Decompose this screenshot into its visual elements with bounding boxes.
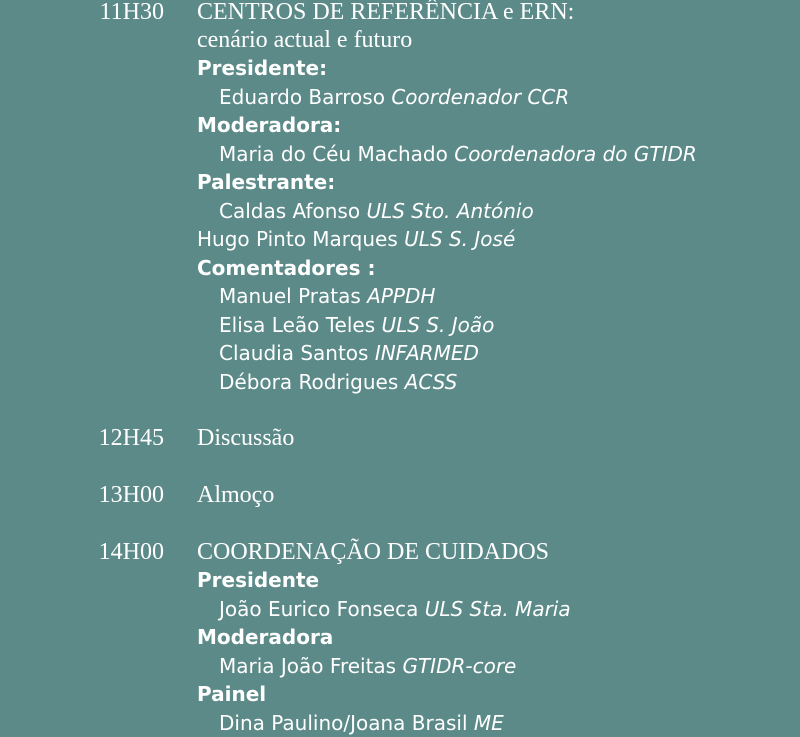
session-title: Almoço — [197, 481, 797, 509]
role-presidente: Presidente — [197, 566, 797, 595]
session-title: Discussão — [197, 424, 797, 452]
person-name: João Eurico Fonseca — [219, 597, 418, 621]
person-entry — [197, 709, 797, 737]
session-content — [197, 0, 797, 396]
role-painel: Painel — [197, 680, 797, 709]
person-institution: INFARMED — [375, 341, 479, 365]
person-entry — [197, 225, 797, 254]
person-institution: ULS S. João — [382, 313, 495, 337]
role-presidente: Presidente: — [197, 54, 797, 83]
person-entry — [197, 282, 797, 311]
person-name: Manuel Pratas — [219, 284, 361, 308]
person-entry — [197, 339, 797, 368]
role-comentadores: Comentadores : — [197, 254, 797, 283]
session-time: 11H30 — [90, 0, 164, 26]
person-entry — [197, 197, 797, 226]
person-entry — [197, 652, 797, 681]
person-name: Maria do Céu Machado — [219, 142, 448, 166]
person-entry — [197, 595, 797, 624]
session-time: 12H45 — [90, 424, 164, 452]
person-entry — [197, 140, 797, 169]
person-institution: ULS Sta. Maria — [425, 597, 571, 621]
person-entry — [197, 83, 797, 112]
person-institution: ACSS — [405, 370, 458, 394]
session-title: COORDENAÇÃO DE CUIDADOS — [197, 538, 797, 566]
session-content — [197, 538, 797, 737]
person-institution: Coordenadora do GTIDR — [454, 142, 697, 166]
person-name: Maria João Freitas — [219, 654, 396, 678]
session-title-line1: CENTROS DE REFERÊNCIA e ERN: — [197, 0, 797, 26]
person-entry — [197, 368, 797, 397]
person-name: Dina Paulino/Joana Brasil — [219, 711, 468, 735]
person-name: Débora Rodrigues — [219, 370, 398, 394]
person-name: Hugo Pinto Marques — [197, 227, 398, 251]
person-institution: ULS Sto. António — [366, 199, 533, 223]
person-institution: GTIDR-core — [402, 654, 516, 678]
session-content — [197, 424, 797, 452]
person-entry — [197, 311, 797, 340]
session-time: 14H00 — [90, 538, 164, 566]
person-institution: Coordenador CCR — [391, 85, 569, 109]
role-moderadora: Moderadora: — [197, 111, 797, 140]
person-name: Eduardo Barroso — [219, 85, 385, 109]
role-moderadora: Moderadora — [197, 623, 797, 652]
person-institution: ULS S. José — [404, 227, 515, 251]
person-name: Elisa Leão Teles — [219, 313, 375, 337]
person-name: Claudia Santos — [219, 341, 368, 365]
role-palestrante: Palestrante: — [197, 168, 797, 197]
session-title-line2: cenário actual e futuro — [197, 26, 797, 54]
session-time: 13H00 — [90, 481, 164, 509]
person-name: Caldas Afonso — [219, 199, 360, 223]
person-institution: ME — [474, 711, 504, 735]
person-institution: APPDH — [367, 284, 435, 308]
session-content — [197, 481, 797, 509]
